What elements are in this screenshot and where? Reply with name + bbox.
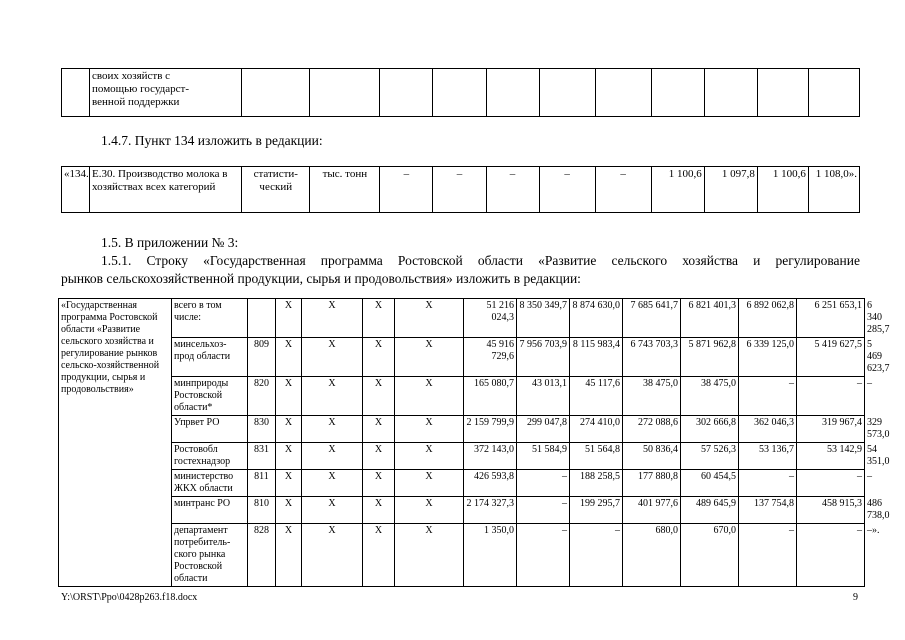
footer-page-number: 9 [853, 592, 858, 603]
cell-x: X [363, 299, 395, 338]
table-row: департамент потребитель-ского рынка Ростовской области 828 X X X X 1 350,0 – – 680,0 670,0 – – –». [59, 524, 865, 587]
cell-x: X [302, 416, 363, 443]
cell-value: 6 251 653,1 [797, 299, 865, 338]
cell-value: 302 666,8 [681, 416, 739, 443]
table-item-134 [61, 166, 860, 213]
cell-x: X [302, 443, 363, 470]
cell-number: «134. [62, 167, 90, 213]
row-name: минприроды Ростовской области* [172, 377, 248, 416]
cell-value: – [517, 524, 570, 587]
cell-value: 2 174 327,3 [464, 497, 517, 524]
cell-value: 188 258,5 [570, 470, 623, 497]
cell-value: 8 115 983,4 [570, 338, 623, 377]
cell-value: – [539, 167, 595, 213]
cell-value: 6 821 401,3 [681, 299, 739, 338]
cell-x: X [363, 524, 395, 587]
cell-value: 199 295,7 [570, 497, 623, 524]
cell-value: – [797, 377, 865, 416]
cell-x: X [276, 338, 302, 377]
paragraph-1-4-7: 1.4.7. Пункт 134 изложить в редакции: [101, 133, 323, 148]
cell-x: X [395, 443, 464, 470]
cell-value: 680,0 [623, 524, 681, 587]
cell-x: X [276, 377, 302, 416]
cell-x: X [276, 497, 302, 524]
cell-x: X [363, 470, 395, 497]
cell-value: 401 977,6 [623, 497, 681, 524]
cell-value: 45 117,6 [570, 377, 623, 416]
cell-x: X [395, 470, 464, 497]
cell-value: – [517, 470, 570, 497]
cell-x: X [363, 377, 395, 416]
cell-value: – [739, 377, 797, 416]
cell-value: – [517, 497, 570, 524]
row-code: 830 [248, 416, 276, 443]
program-name: «Государственная программа Ростовской области «Развитие сельского хозяйства и регулирование рынков сельско-хозяйственной продукции, сырья и продовольствия» [59, 299, 172, 587]
cell-value: 458 915,3 [797, 497, 865, 524]
cell-value: – [797, 524, 865, 587]
row-code: 809 [248, 338, 276, 377]
table-continuation [61, 68, 860, 117]
cell-value: 6 743 703,3 [623, 338, 681, 377]
table-row: министерство ЖКХ области 811 X X X X 426 593,8 – 188 258,5 177 880,8 60 454,5 – – – [59, 470, 865, 497]
cell-value: 319 967,4 [797, 416, 865, 443]
table-row: минтранс РО 810 X X X X 2 174 327,3 – 199 295,7 401 977,6 489 645,9 137 754,8 458 915,3 486 738,0 [59, 497, 865, 524]
paragraph-1-5: 1.5. В приложении № 3: [101, 235, 239, 250]
cell-value: 5 871 962,8 [681, 338, 739, 377]
cell-x: X [276, 443, 302, 470]
cell-value: 7 685 641,7 [623, 299, 681, 338]
cell-x: X [302, 470, 363, 497]
table-row: Упрвет РО 830 X X X X 2 159 799,9 299 047,8 274 410,0 272 088,6 302 666,8 362 046,3 319 967,4 329 573,0 [59, 416, 865, 443]
cell-value: 38 475,0 [623, 377, 681, 416]
cell-x: X [276, 416, 302, 443]
cell-value: – [739, 524, 797, 587]
row-name: минтранс РО [172, 497, 248, 524]
table-row: Ростовобл гостехнадзор 831 X X X X 372 143,0 51 584,9 51 564,8 50 836,4 57 526,3 53 136,7 53 142,9 54 351,0 [59, 443, 865, 470]
row-code: 811 [248, 470, 276, 497]
cell-x: X [395, 338, 464, 377]
row-code: 831 [248, 443, 276, 470]
cell-value: 426 593,8 [464, 470, 517, 497]
cell-value: 53 136,7 [739, 443, 797, 470]
cell-value: 1 108,0». [808, 167, 859, 213]
row-name: департамент потребитель-ского рынка Ростовской области [172, 524, 248, 587]
cell-value: 7 956 703,9 [517, 338, 570, 377]
cell-x: X [276, 524, 302, 587]
cell-x: X [363, 338, 395, 377]
cell-value: 299 047,8 [517, 416, 570, 443]
cell-value: – [595, 167, 651, 213]
cell-value: – [739, 470, 797, 497]
row-name: минсельхоз-прод области [172, 338, 248, 377]
cell-value: – [380, 167, 433, 213]
footer-file-path: Y:\ORST\Ppo\0428p263.f18.docx [61, 592, 198, 603]
cell-x: X [363, 497, 395, 524]
row-name: Упрвет РО [172, 416, 248, 443]
table-row: минприроды Ростовской области* 820 X X X X 165 080,7 43 013,1 45 117,6 38 475,0 38 475,0 – – – [59, 377, 865, 416]
cell-value: 1 350,0 [464, 524, 517, 587]
cell-unit: тыс. тонн [310, 167, 380, 213]
cell-value: 57 526,3 [681, 443, 739, 470]
cell-value: – [570, 524, 623, 587]
cell-value: 53 142,9 [797, 443, 865, 470]
row-name: всего в том числе: [172, 299, 248, 338]
cell-value: 1 100,6 [651, 167, 704, 213]
row-code: 820 [248, 377, 276, 416]
cell-value: 1 100,6 [757, 167, 808, 213]
cell-value: 8 874 630,0 [570, 299, 623, 338]
cell-value: 272 088,6 [623, 416, 681, 443]
cell-x: X [363, 416, 395, 443]
cell-value: 43 013,1 [517, 377, 570, 416]
cell-x: X [302, 377, 363, 416]
row-code: 810 [248, 497, 276, 524]
cell-x: X [395, 524, 464, 587]
table-row [62, 167, 860, 213]
cell-x: X [302, 299, 363, 338]
cell-x: X [276, 299, 302, 338]
cell-value: 50 836,4 [623, 443, 681, 470]
cell-x: X [363, 443, 395, 470]
row-name: Ростовобл гостехнадзор [172, 443, 248, 470]
cell-value: 372 143,0 [464, 443, 517, 470]
cell-x: X [276, 470, 302, 497]
cell-value: 137 754,8 [739, 497, 797, 524]
cell-value: 670,0 [681, 524, 739, 587]
cell-value: 489 645,9 [681, 497, 739, 524]
table-row: «Государственная программа Ростовской области «Развитие сельского хозяйства и регулирование рынков сельско-хозяйственной продукции, сырья и продовольствия» всего в том числе: X X X X 51 216 024,3 8 350 349,7 8 874 630,0 7 685 641,7 6 821 401,3 6 892 062,8 6 251 653,1 6 340 285,7 [59, 299, 865, 338]
cell-value: 177 880,8 [623, 470, 681, 497]
cell-x: X [395, 497, 464, 524]
paragraph-1-5-1-line1: 1.5.1. Строку «Государственная программа Ростовской области «Развитие сельского хозяйства и регулирование [101, 253, 860, 268]
paragraph-1-5-1-line2: рынков сельскохозяйственной продукции, сырья и продовольствия» изложить в редакции: [61, 271, 581, 286]
cell-type: статисти-ческий [242, 167, 310, 213]
cell-value: 38 475,0 [681, 377, 739, 416]
cell-value: 60 454,5 [681, 470, 739, 497]
row-code: 828 [248, 524, 276, 587]
cell-value: 1 097,8 [704, 167, 757, 213]
table-row: минсельхоз-прод области 809 X X X X 45 916 729,6 7 956 703,9 8 115 983,4 6 743 703,3 5 871 962,8 6 339 125,0 5 419 627,5 5 469 623,7 [59, 338, 865, 377]
row-name: министерство ЖКХ области [172, 470, 248, 497]
cell-indicator: Е.30. Производство молока в хозяйствах всех категорий [90, 167, 242, 213]
cell-value: 362 046,3 [739, 416, 797, 443]
cell-value: 51 216 024,3 [464, 299, 517, 338]
table-row [62, 69, 860, 117]
cell-value: 51 584,9 [517, 443, 570, 470]
cell-x: X [395, 299, 464, 338]
cell-value: – [797, 470, 865, 497]
cell-x: X [302, 497, 363, 524]
cell-value: – [486, 167, 539, 213]
row-code [248, 299, 276, 338]
cell-value: 5 419 627,5 [797, 338, 865, 377]
cell-value: 51 564,8 [570, 443, 623, 470]
cell-value: – [433, 167, 486, 213]
table-program-funding [58, 298, 890, 587]
cell-x: X [395, 377, 464, 416]
cell-value: 2 159 799,9 [464, 416, 517, 443]
row-text: своих хозяйств с помощью государст- венной поддержки [90, 69, 242, 117]
cell-x: X [395, 416, 464, 443]
cell-value: 6 339 125,0 [739, 338, 797, 377]
cell-x: X [302, 524, 363, 587]
cell-value: 8 350 349,7 [517, 299, 570, 338]
cell-value: 45 916 729,6 [464, 338, 517, 377]
cell-value: 6 892 062,8 [739, 299, 797, 338]
cell-value: 165 080,7 [464, 377, 517, 416]
cell-x: X [302, 338, 363, 377]
cell-value: 274 410,0 [570, 416, 623, 443]
